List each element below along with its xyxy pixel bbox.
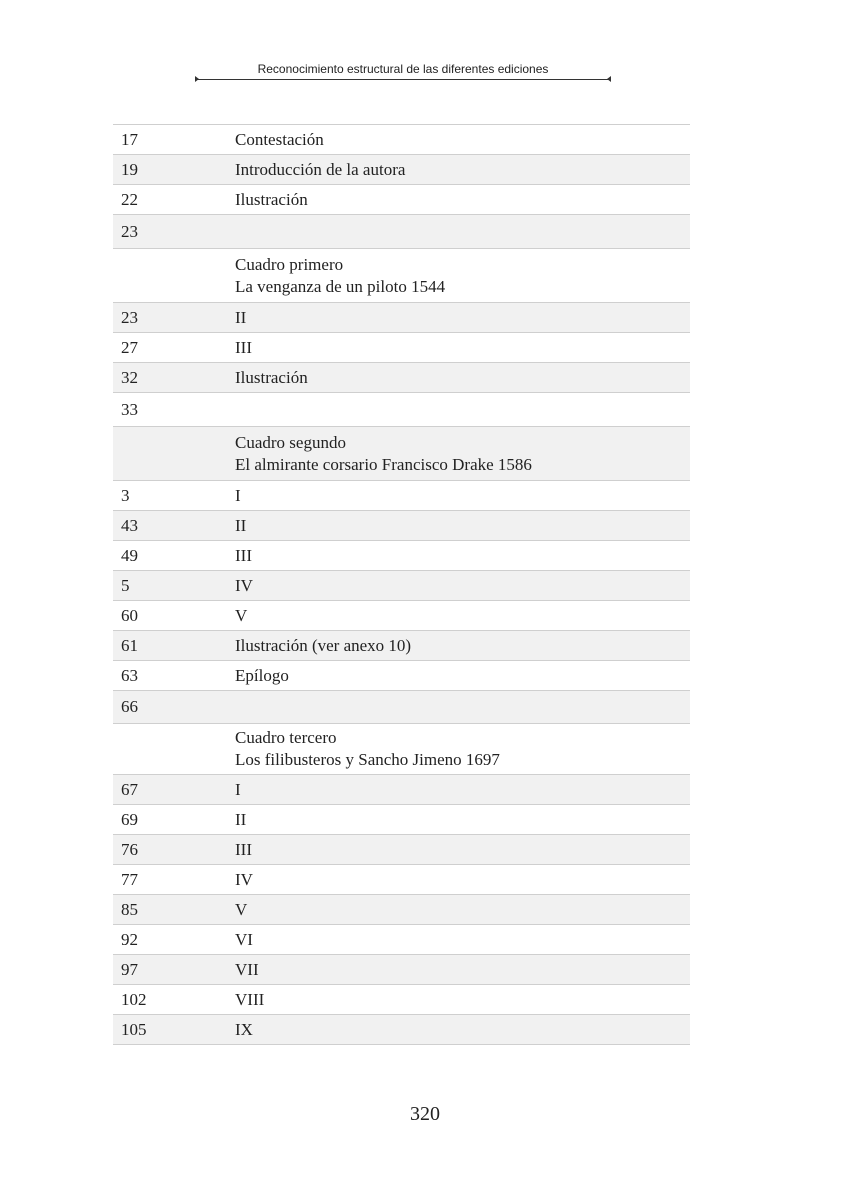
table-row (113, 571, 690, 601)
page-cell: 66 (121, 697, 138, 716)
entry-cell (235, 307, 690, 329)
page-cell: 27 (121, 337, 138, 357)
page-cell: 17 (121, 129, 138, 149)
entry-cell (235, 635, 690, 657)
page-cell: 102 (121, 989, 147, 1009)
entry-text: IV (235, 869, 253, 889)
entry-text: Cuadro tercero (235, 728, 337, 747)
entry-cell (235, 367, 690, 389)
entry-text: III (235, 839, 252, 859)
page-cell: 63 (121, 665, 138, 685)
table-row (113, 303, 690, 333)
entry-text: IV (235, 575, 253, 595)
table-row (113, 985, 690, 1015)
entry-text: Los filibusteros y Sancho Jimeno 1697 (235, 750, 500, 769)
page-cell: 67 (121, 779, 138, 799)
running-title: Reconocimiento estructural de las diferentes ediciones (257, 62, 549, 76)
page-cell: 92 (121, 929, 138, 949)
page-cell: 23 (121, 307, 138, 327)
page-cell: 19 (121, 159, 138, 179)
table-row (113, 155, 690, 185)
table-row (113, 481, 690, 511)
entry-cell (235, 605, 690, 627)
entry-text: V (235, 605, 248, 625)
entry-text: Ilustración (235, 189, 308, 209)
header-rule (196, 79, 610, 80)
page-cell: 85 (121, 899, 138, 919)
entry-text: III (235, 337, 252, 357)
entry-text: Ilustración (ver anexo 10) (235, 635, 412, 655)
entry-cell (235, 515, 690, 537)
entry-cell (235, 839, 690, 861)
entry-cell (235, 189, 690, 211)
table-row (113, 185, 690, 215)
page-cell: 61 (121, 635, 138, 655)
entry-text: IX (235, 1019, 253, 1039)
table-row (113, 249, 690, 303)
table-row (113, 215, 690, 249)
header-rule-left-tick (195, 76, 199, 82)
entry-text: La venganza de un piloto 1544 (235, 276, 446, 296)
page-cell: 49 (121, 545, 138, 565)
structure-table (113, 124, 690, 1045)
page-cell: 5 (121, 575, 130, 595)
entry-text: VII (235, 959, 259, 979)
table-row (113, 724, 690, 775)
entry-cell (235, 869, 690, 891)
table-row (113, 895, 690, 925)
entry-text: II (235, 307, 247, 327)
page-cell: 97 (121, 959, 138, 979)
entry-text: V (235, 899, 248, 919)
table-row (113, 1015, 690, 1045)
entry-cell (235, 809, 690, 831)
table-row (113, 925, 690, 955)
table-row (113, 125, 690, 155)
table-row (113, 775, 690, 805)
table-row (113, 865, 690, 895)
table-row (113, 805, 690, 835)
entry-text: El almirante corsario Francisco Drake 1586 (235, 454, 532, 474)
table-row (113, 955, 690, 985)
entry-cell (235, 545, 690, 567)
entry-text: Epílogo (235, 665, 289, 685)
page-cell: 105 (121, 1019, 147, 1039)
entry-text: III (235, 545, 252, 565)
entry-cell (235, 779, 690, 801)
page-cell: 32 (121, 367, 138, 387)
entry-cell (235, 575, 690, 597)
entry-cell (235, 1019, 690, 1041)
entry-text: II (235, 515, 247, 535)
entry-text: I (235, 779, 241, 799)
entry-text: Cuadro primero (235, 254, 344, 274)
page-cell: 76 (121, 839, 138, 859)
entry-cell (235, 129, 690, 151)
entry-cell (235, 254, 690, 298)
entry-cell (235, 337, 690, 359)
table-row (113, 631, 690, 661)
entry-text: II (235, 809, 247, 829)
entry-text: Cuadro segundo (235, 432, 346, 452)
entry-text: VIII (235, 989, 265, 1009)
page-cell: 22 (121, 189, 138, 209)
entry-cell (235, 665, 690, 687)
table-row (113, 661, 690, 691)
page-cell: 23 (121, 221, 138, 241)
table-row (113, 601, 690, 631)
table-row (113, 511, 690, 541)
entry-cell (235, 899, 690, 921)
table-row (113, 333, 690, 363)
entry-cell (235, 485, 690, 507)
running-header (196, 60, 610, 84)
page-cell: 69 (121, 809, 138, 829)
page-cell: 3 (121, 485, 130, 505)
table-row (113, 393, 690, 427)
page-cell: 60 (121, 605, 138, 625)
entry-text: VI (235, 929, 253, 949)
entry-cell (235, 959, 690, 981)
entry-cell (235, 159, 690, 181)
table-row (113, 541, 690, 571)
page-cell: 33 (121, 399, 138, 419)
entry-cell (235, 929, 690, 951)
entry-text: I (235, 485, 241, 505)
page-cell: 77 (121, 869, 138, 889)
page-number: 320 (410, 1103, 440, 1125)
entry-text: Contestación (235, 129, 324, 149)
table-row (113, 835, 690, 865)
entry-text: Ilustración (235, 367, 308, 387)
entry-cell (235, 989, 690, 1011)
table-row (113, 691, 690, 724)
table-row (113, 363, 690, 393)
entry-cell (235, 432, 690, 476)
entry-cell (235, 727, 690, 771)
entry-text: Introducción de la autora (235, 159, 406, 179)
page-cell: 43 (121, 515, 138, 535)
header-rule-right-tick (607, 76, 611, 82)
table-row (113, 427, 690, 481)
